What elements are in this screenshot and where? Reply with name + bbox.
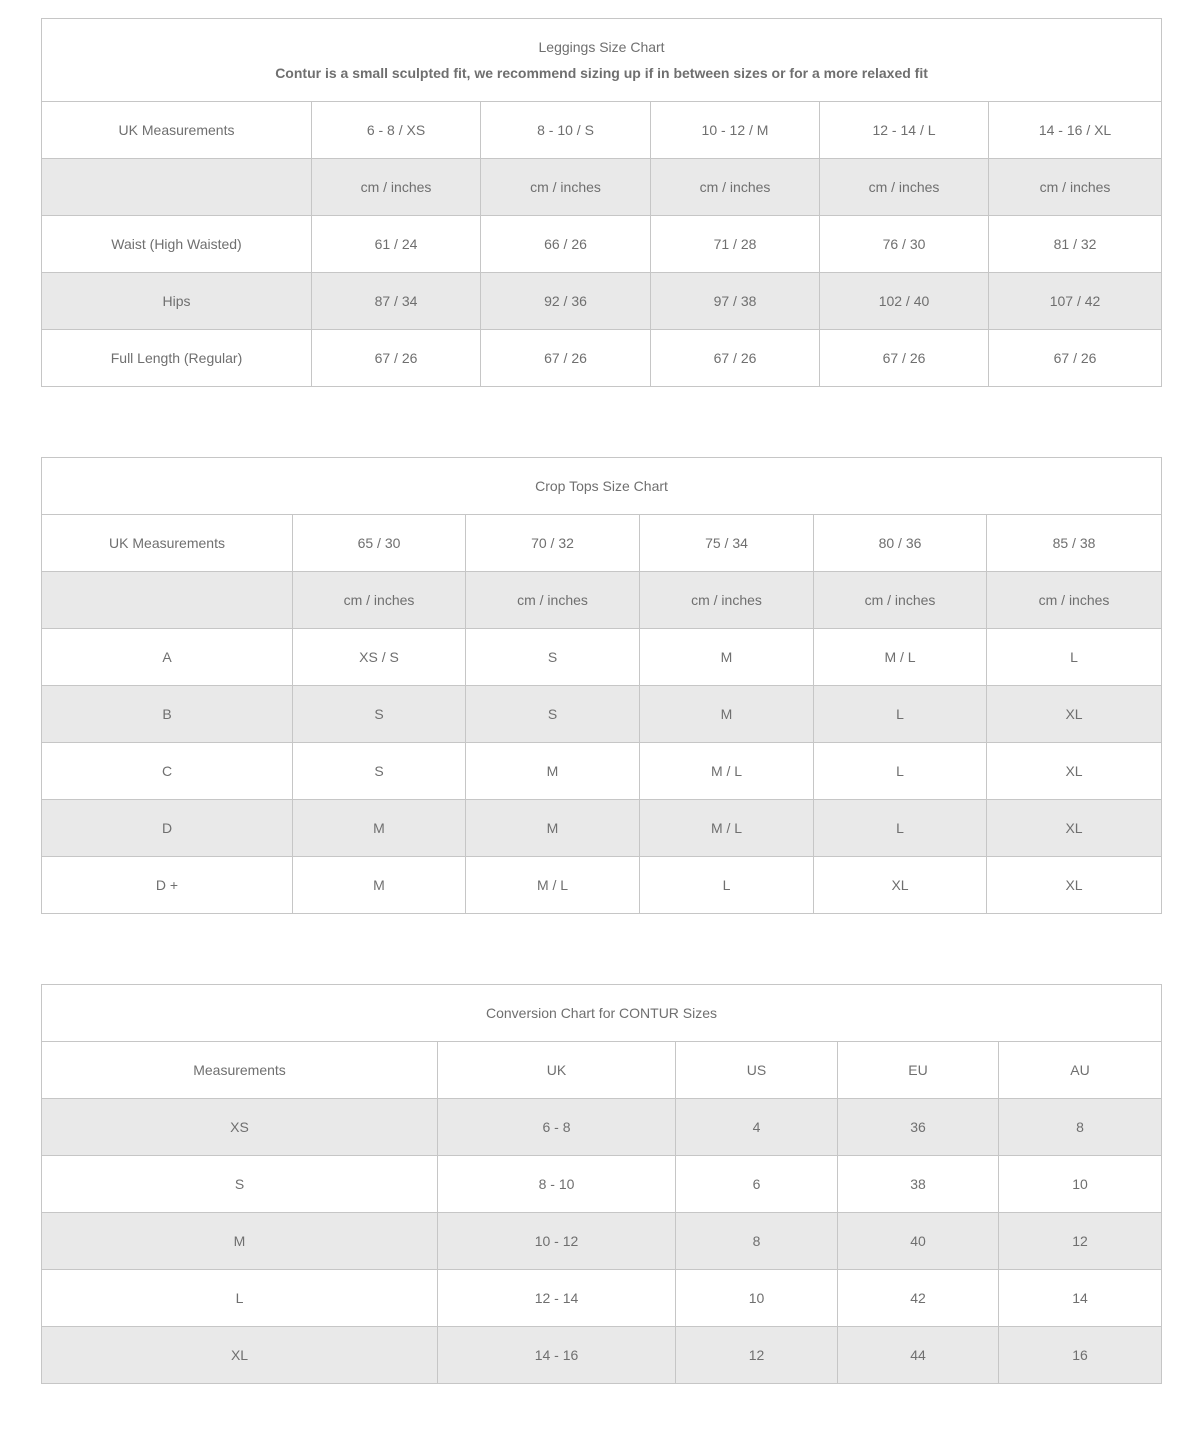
conversion-cell: 10 - 12 [438, 1213, 676, 1270]
conversion-header-region: EU [838, 1042, 999, 1099]
leggings-cell: 61 / 24 [312, 216, 481, 273]
crop-title-row [42, 458, 1162, 515]
leggings-header-size: 14 - 16 / XL [989, 102, 1162, 159]
crop-row-label: D + [42, 857, 293, 914]
conversion-cell: 12 [676, 1327, 838, 1384]
crop-cell: M [466, 743, 640, 800]
crop-header-size: 75 / 34 [640, 515, 814, 572]
conversion-cell: 10 [676, 1270, 838, 1327]
conversion-cell: 42 [838, 1270, 999, 1327]
leggings-row-label: Full Length (Regular) [42, 330, 312, 387]
leggings-units-row [42, 159, 1162, 216]
crop-cell: XS / S [293, 629, 466, 686]
leggings-units-cell: cm / inches [820, 159, 989, 216]
crop-header-row [42, 515, 1162, 572]
crop-cell: XL [987, 800, 1162, 857]
leggings-title: Leggings Size Chart [538, 39, 665, 55]
crop-cell: L [814, 686, 987, 743]
conversion-row-xl [42, 1327, 1162, 1384]
crop-units-cell: cm / inches [466, 572, 640, 629]
leggings-header-size: 10 - 12 / M [651, 102, 820, 159]
crop-units-cell: cm / inches [640, 572, 814, 629]
crop-row-d-plus [42, 857, 1162, 914]
crop-cell: L [814, 800, 987, 857]
conversion-cell: 38 [838, 1156, 999, 1213]
conversion-row-s [42, 1156, 1162, 1213]
leggings-cell: 67 / 26 [989, 330, 1162, 387]
conversion-cell: 8 [999, 1099, 1162, 1156]
leggings-size-chart [41, 18, 1162, 387]
conversion-row-l [42, 1270, 1162, 1327]
leggings-units-cell: cm / inches [312, 159, 481, 216]
crop-cell: L [987, 629, 1162, 686]
leggings-cell: 107 / 42 [989, 273, 1162, 330]
leggings-cell: 92 / 36 [481, 273, 651, 330]
leggings-cell: 66 / 26 [481, 216, 651, 273]
leggings-units-blank [42, 159, 312, 216]
leggings-header-size: 8 - 10 / S [481, 102, 651, 159]
crop-cell: M [293, 857, 466, 914]
crop-header-label: UK Measurements [42, 515, 293, 572]
crop-header-size: 80 / 36 [814, 515, 987, 572]
crop-cell: S [293, 686, 466, 743]
leggings-cell: 67 / 26 [820, 330, 989, 387]
conversion-chart [41, 984, 1162, 1384]
crop-row-d [42, 800, 1162, 857]
crop-row-label: D [42, 800, 293, 857]
conversion-row-label: S [42, 1156, 438, 1213]
crop-tops-size-chart [41, 457, 1162, 914]
crop-cell: XL [987, 857, 1162, 914]
crop-cell: S [466, 686, 640, 743]
crop-cell: M / L [640, 743, 814, 800]
conversion-header-region: AU [999, 1042, 1162, 1099]
conversion-cell: 16 [999, 1327, 1162, 1384]
crop-units-row [42, 572, 1162, 629]
leggings-header-label: UK Measurements [42, 102, 312, 159]
leggings-cell: 67 / 26 [312, 330, 481, 387]
conversion-row-label: XL [42, 1327, 438, 1384]
crop-cell: M [640, 686, 814, 743]
crop-cell: S [466, 629, 640, 686]
crop-cell: M [293, 800, 466, 857]
leggings-cell: 71 / 28 [651, 216, 820, 273]
crop-row-b [42, 686, 1162, 743]
conversion-cell: 12 - 14 [438, 1270, 676, 1327]
crop-cell: M / L [814, 629, 987, 686]
crop-cell: M [640, 629, 814, 686]
conversion-row-xs [42, 1099, 1162, 1156]
leggings-row-waist [42, 216, 1162, 273]
crop-units-cell: cm / inches [814, 572, 987, 629]
conversion-cell: 14 - 16 [438, 1327, 676, 1384]
leggings-cell: 81 / 32 [989, 216, 1162, 273]
conversion-title-row [42, 985, 1162, 1042]
conversion-row-label: XS [42, 1099, 438, 1156]
crop-units-cell: cm / inches [987, 572, 1162, 629]
conversion-title: Conversion Chart for CONTUR Sizes [42, 985, 1162, 1042]
conversion-header-region: UK [438, 1042, 676, 1099]
conversion-cell: 6 [676, 1156, 838, 1213]
crop-cell: L [814, 743, 987, 800]
leggings-cell: 67 / 26 [651, 330, 820, 387]
leggings-cell: 87 / 34 [312, 273, 481, 330]
conversion-header-region: US [676, 1042, 838, 1099]
leggings-units-cell: cm / inches [989, 159, 1162, 216]
conversion-row-label: L [42, 1270, 438, 1327]
conversion-header-row [42, 1042, 1162, 1099]
leggings-title-cell [42, 19, 1162, 102]
crop-row-c [42, 743, 1162, 800]
crop-header-size: 65 / 30 [293, 515, 466, 572]
leggings-cell: 76 / 30 [820, 216, 989, 273]
crop-row-a [42, 629, 1162, 686]
leggings-cell: 102 / 40 [820, 273, 989, 330]
conversion-cell: 6 - 8 [438, 1099, 676, 1156]
crop-cell: L [640, 857, 814, 914]
crop-row-label: B [42, 686, 293, 743]
crop-cell: XL [987, 686, 1162, 743]
conversion-header-label: Measurements [42, 1042, 438, 1099]
conversion-cell: 40 [838, 1213, 999, 1270]
crop-cell: XL [814, 857, 987, 914]
crop-header-size: 70 / 32 [466, 515, 640, 572]
leggings-header-row [42, 102, 1162, 159]
leggings-title-row [42, 19, 1162, 102]
leggings-row-hips [42, 273, 1162, 330]
crop-header-size: 85 / 38 [987, 515, 1162, 572]
crop-cell: M / L [640, 800, 814, 857]
crop-units-blank [42, 572, 293, 629]
leggings-row-label: Waist (High Waisted) [42, 216, 312, 273]
conversion-cell: 14 [999, 1270, 1162, 1327]
conversion-cell: 36 [838, 1099, 999, 1156]
leggings-header-size: 12 - 14 / L [820, 102, 989, 159]
crop-units-cell: cm / inches [293, 572, 466, 629]
conversion-cell: 12 [999, 1213, 1162, 1270]
conversion-cell: 44 [838, 1327, 999, 1384]
crop-row-label: C [42, 743, 293, 800]
conversion-cell: 4 [676, 1099, 838, 1156]
crop-cell: M [466, 800, 640, 857]
leggings-subtitle: Contur is a small sculpted fit, we recommend sizing up if in between sizes or for a more relaxed fit [275, 65, 928, 81]
leggings-row-label: Hips [42, 273, 312, 330]
leggings-cell: 67 / 26 [481, 330, 651, 387]
leggings-header-size: 6 - 8 / XS [312, 102, 481, 159]
conversion-cell: 8 [676, 1213, 838, 1270]
crop-row-label: A [42, 629, 293, 686]
leggings-cell: 97 / 38 [651, 273, 820, 330]
leggings-units-cell: cm / inches [481, 159, 651, 216]
crop-cell: XL [987, 743, 1162, 800]
leggings-row-length [42, 330, 1162, 387]
conversion-cell: 8 - 10 [438, 1156, 676, 1213]
conversion-row-label: M [42, 1213, 438, 1270]
crop-title: Crop Tops Size Chart [42, 458, 1162, 515]
conversion-cell: 10 [999, 1156, 1162, 1213]
leggings-units-cell: cm / inches [651, 159, 820, 216]
crop-cell: M / L [466, 857, 640, 914]
crop-cell: S [293, 743, 466, 800]
conversion-row-m [42, 1213, 1162, 1270]
